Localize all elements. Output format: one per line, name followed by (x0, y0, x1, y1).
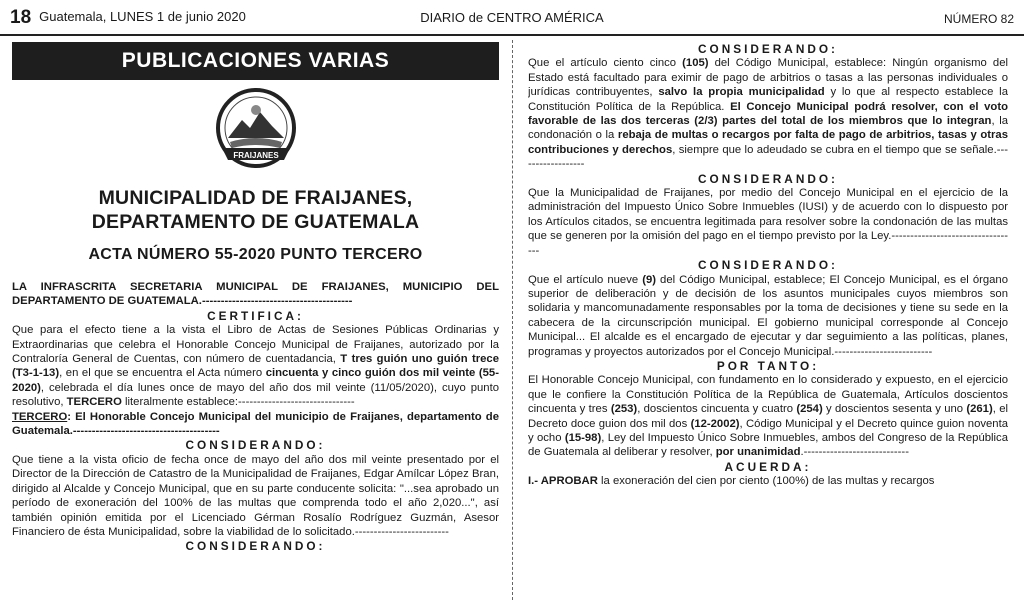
publication-name: DIARIO de CENTRO AMÉRICA (420, 10, 604, 25)
por-tanto-paragraph (528, 373, 1008, 459)
text-run: literalmente establece:------------------------------- (121, 396, 355, 409)
tercero-label: TERCERO (12, 410, 68, 423)
municipality-title (12, 186, 499, 234)
intro-paragraph: LA INFRASCRITA SECRETARIA MUNICIPAL DE FRAIJANES, MUNICIPIO DEL DEPARTAMENTO DE GUATEMALA.---------------------------------------- (12, 281, 499, 308)
header-date: Guatemala, LUNES 1 de junio 2020 (39, 9, 246, 24)
text-run: del Código Municipal, establece: Ningún organismo del Estado está facultado para eximir de pago de arbitrios o tasas a las personas individuales o jurídicas contribuyentes, (528, 57, 1008, 99)
page-header (0, 0, 1024, 36)
considerando-paragraph: Que tiene a la vista oficio de fecha once de mayo del año dos mil veinte presentado por el Director de la Dirección de Catastro de la Municipalidad de Fraijanes, Edgar Amílcar López Bran, dirigido al Alcalde y Concejo Municipal, que en su parte conducente solicita: "...sea aprobado un período de exoneración del 100% de las multas que comprenda todo el año 2,020...", así también opinión emitida por el Licenciado Gérman Rosalío Rodríguez Guzmán, Asesor Financiero de ésta Municipalidad, sobre la viabilidad de lo solicitado.------------------------- (12, 453, 499, 538)
text-run: Que para el efecto tiene a la vista el Libro de Actas de Sesiones Públicas Ordinarias y Extraordinarias que celebra el Honorable Concejo Municipal de Fraijanes, autorizado por la Contraloría General de Cuentas, con número de cuentadancia, (12, 324, 499, 366)
acuerda-heading: ACUERDA: (724, 459, 812, 474)
considerando-heading: CONSIDERANDO: (185, 438, 326, 453)
seal-icon (208, 86, 304, 174)
text-run: .---------------------------- (800, 446, 909, 459)
considerando-paragraph-3 (528, 273, 1008, 359)
bold-run: salvo la propia municipalidad (658, 86, 825, 99)
text-run: El Honorable Concejo Municipal, con fundamento en lo considerado y expuesto, en el ejercicio que le confiere la Constitución Política de la República de Guatemala, Artículos doscientos cincuenta y tres (528, 374, 1008, 416)
text-run: , la condonación o la (528, 115, 1008, 142)
column-divider (512, 40, 514, 600)
municipality-title-line2: DEPARTAMENTO DE GUATEMALA (91, 211, 420, 233)
section-banner: PUBLICACIONES VARIAS (12, 42, 499, 80)
text-run: , Código Municipal y el Decreto quince guion noventa y ocho (528, 417, 1008, 444)
bold-run: (15-98) (564, 431, 602, 444)
bold-run: El Concejo Municipal podrá resolver, con el voto favorable de las dos terceras (2/3) partes del total de los miembros que lo integran (528, 100, 1008, 128)
header-left (10, 7, 246, 29)
text-run: , en el que se encuentra el Acta número (59, 367, 266, 380)
text-run: del Código Municipal, establece; El Concejo Municipal, es el órgano superior de deliberación y de decisión de los asuntos municipales cuyos miembros son solidaria y mancomunadamente responsables por la toma de decisiones y tiene su sede en la cabecera de la circunscripción municipal. El gobierno municipal corresponde al Concejo Municipal... El alcalde es el encargado de ejecutar y dar seguimiento a las políticas, planes, programas y proyectos autorizados por el Concejo Municipal.-------------------------- (528, 273, 1008, 358)
municipal-seal (12, 86, 499, 176)
municipality-title-line1: MUNICIPALIDAD DE FRAIJANES, (98, 187, 413, 209)
bold-run: (12-2002) (690, 417, 740, 430)
bold-run: TERCERO (66, 396, 122, 409)
right-column (528, 42, 1008, 600)
bold-run: cincuenta y cinco guión dos mil veinte (55-2020) (12, 367, 499, 394)
bold-run: (254) (796, 403, 823, 416)
certifica-heading: CERTIFICA: (207, 308, 304, 323)
text-run: y doscientos sesenta y uno (822, 403, 967, 416)
left-column (12, 42, 499, 600)
considerando-heading: CONSIDERANDO: (698, 42, 838, 56)
bold-run: I.- APROBAR (528, 475, 598, 488)
bold-run: (9) (642, 273, 656, 286)
text-run: , doscientos cincuenta y cuatro (637, 403, 797, 416)
text-run: y lo que al respecto establece la Constitución Política de la República. (528, 86, 1008, 113)
text-run: , siempre que lo adeudado se cubra en el tiempo que se señale.------------------ (528, 143, 1008, 171)
considerando-heading-cut: CONSIDERANDO: (185, 539, 326, 554)
page-number: 18 (10, 7, 32, 28)
acta-title: ACTA NÚMERO 55-2020 PUNTO TERCERO (88, 246, 423, 263)
bold-run: por unanimidad (715, 446, 801, 459)
considerando-paragraph-1 (528, 56, 1008, 171)
seal-text: FRAIJANES (232, 151, 279, 160)
issue-number: NÚMERO 82 (943, 12, 1014, 26)
text-run: la exoneración del cien por ciento (100%) de las multas y recargos (597, 475, 935, 488)
considerando-paragraph-2: Que la Municipalidad de Fraijanes, por medio del Concejo Municipal en el ejercicio de la administración del Impuesto Único Sobre Inmuebles (IUSI) y de acuerdo con lo dispuesto por los Artículos citados, se encuentra legitimada para resolver sobre la condonación de las multas que se generen por la omisión del pago en el tiempo previsto por la Ley.---------------------------------- (528, 187, 1008, 257)
considerando-heading: CONSIDERANDO: (698, 171, 838, 186)
considerando-heading: CONSIDERANDO: (698, 258, 838, 273)
certifica-paragraph (12, 323, 499, 409)
tercero-paragraph (12, 410, 499, 439)
bold-run: (253) (610, 403, 638, 416)
text-run: Que el artículo nueve (528, 273, 643, 286)
acuerda-paragraph (528, 474, 1008, 488)
text-run: , el Decreto doce guion dos mil dos (528, 403, 1008, 430)
text-run: , Ley del Impuesto Único Sobre Inmuebles, ambos del Congreso de la República de Guatemala al deliberar y resolver, (528, 431, 1008, 459)
por-tanto-heading: POR TANTO: (716, 358, 820, 373)
bold-run: (261) (966, 403, 993, 416)
text-run: Que el artículo ciento cinco (528, 57, 683, 70)
text-run: , celebrada el día lunes once de mayo del año dos mil veinte (11/05/2020), cuyo punto resolutivo, (12, 381, 499, 409)
bold-run: (105) (682, 57, 709, 70)
bold-run: rebaja de multas o recargos por falta de pago de arbitrios, tasas y otras contribuciones y derechos (528, 129, 1008, 156)
bold-run: T tres guión uno guión trece (T3-1-13) (12, 353, 499, 380)
text-run: : El Honorable Concejo Municipal del municipio de Fraijanes, departamento de Guatemala.--------------------------------------- (12, 410, 499, 438)
